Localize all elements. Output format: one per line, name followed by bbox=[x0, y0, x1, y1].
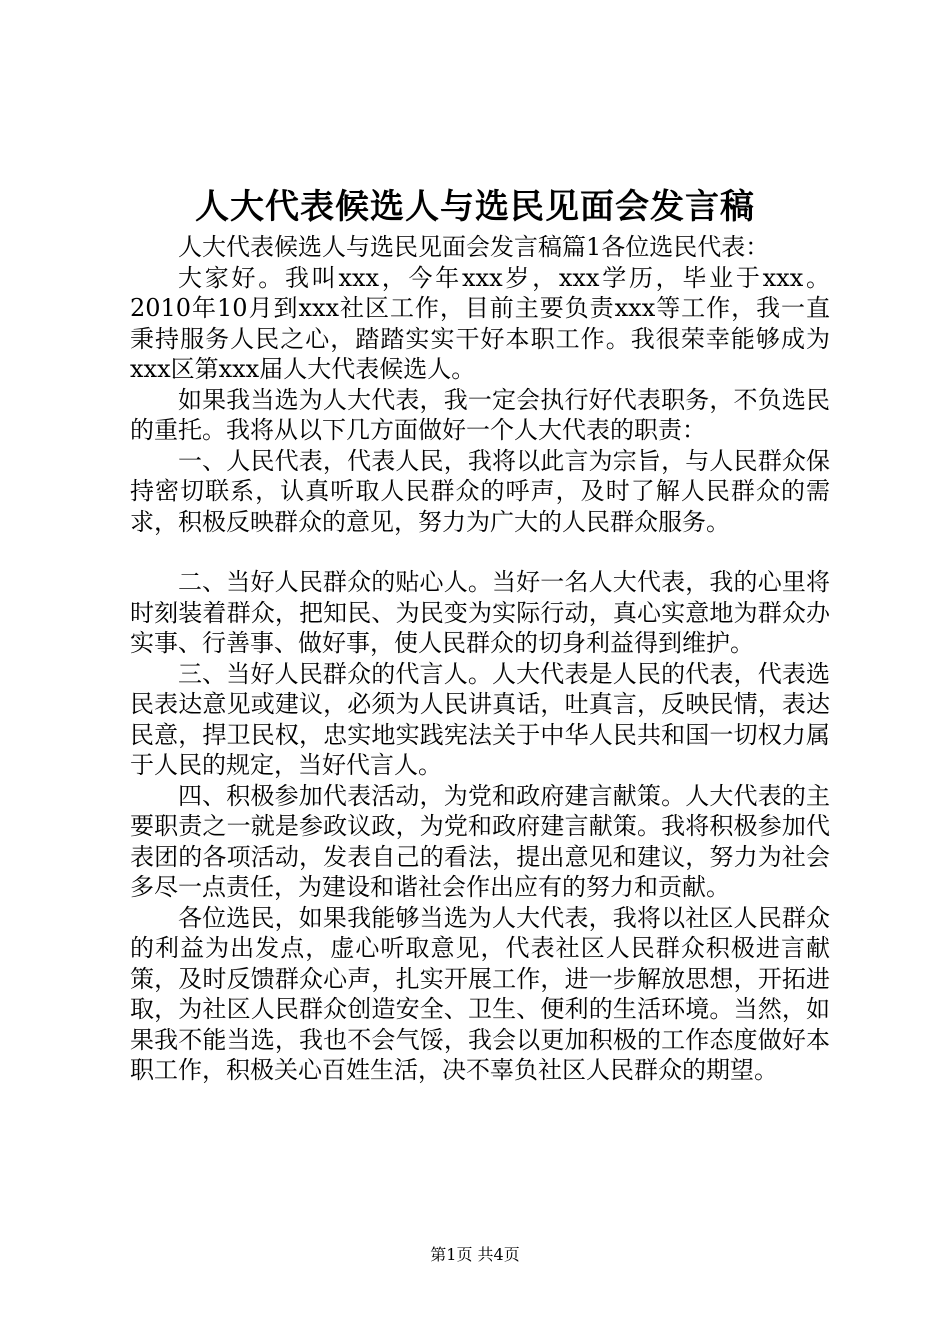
document-title: 人大代表候选人与选民见面会发言稿 bbox=[195, 187, 755, 227]
paragraph-intro: 人大代表候选人与选民见面会发言稿篇1各位选民代表： bbox=[178, 233, 770, 261]
paragraph-point-4: 四、积极参加代表活动，为党和政府建言献策。人大代表的主要职责之一就是参政议政，为党和政府建言献策。我将积极参加代表团的各项活动，发表自己的看法，提出意见和建议，努力为社会多尽一点责任，为建设和谐社会作出应有的努力和贡献。 bbox=[130, 781, 830, 901]
page-number: 第1页 共4页 bbox=[430, 1245, 520, 1264]
paragraph-pledge: 如果我当选为人大代表，我一定会执行好代表职务，不负选民的重托。我将从以下几方面做好一个人大代表的职责： bbox=[130, 385, 830, 444]
paragraph-greeting: 大家好。我叫xxx，今年xxx岁，xxx学历，毕业于xxx。2010年10月到xxx社区工作，目前主要负责xxx等工作，我一直秉持服务人民之心，踏踏实实干好本职工作。我很荣幸能够成为xxx区第xxx届人大代表候选人。 bbox=[130, 263, 830, 383]
paragraph-point-1: 一、人民代表，代表人民，我将以此言为宗旨，与人民群众保持密切联系，认真听取人民群众的呼声，及时了解人民群众的需求，积极反映群众的意见，努力为广大的人民群众服务。 bbox=[130, 446, 830, 536]
paragraph-point-2: 二、当好人民群众的贴心人。当好一名人大代表，我的心里将时刻装着群众，把知民、为民变为实际行动，真心实意地为群众办实事、行善事、做好事，使人民群众的切身利益得到维护。 bbox=[130, 568, 830, 657]
document-body bbox=[130, 232, 830, 1086]
paragraph-point-3: 三、当好人民群众的代言人。人大代表是人民的代表，代表选民表达意见或建议，必须为人民讲真话，吐真言，反映民情，表达民意，捍卫民权，忠实地实践宪法关于中华人民共和国一切权力属于人民的规定，当好代言人。 bbox=[130, 659, 830, 779]
paragraph-closing: 各位选民，如果我能够当选为人大代表，我将以社区人民群众的利益为出发点，虚心听取意见，代表社区人民群众积极进言献策，及时反馈群众心声，扎实开展工作，进一步解放思想，开拓进取，为社区人民群众创造安全、卫生、便利的生活环境。当然，如果我不能当选，我也不会气馁，我会以更加积极的工作态度做好本职工作，积极关心百姓生活，决不辜负社区人民群众的期望。 bbox=[130, 903, 830, 1084]
